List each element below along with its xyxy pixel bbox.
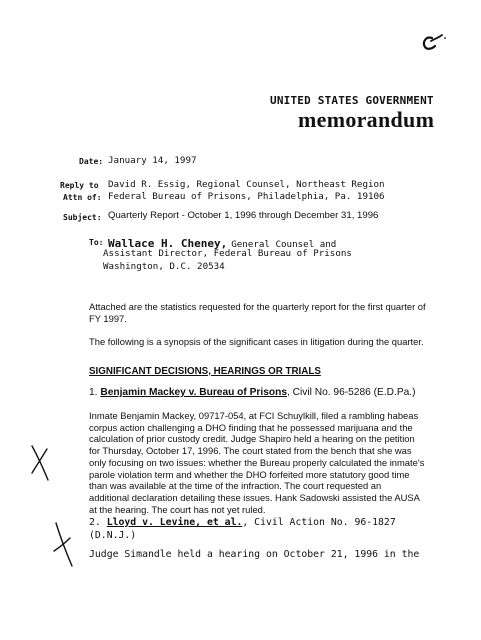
case-2-citation: , Civil Action No. 96-1827 <box>242 517 396 528</box>
recipient-name: Wallace H. Cheney, <box>108 237 228 250</box>
case-1-line: for Thursday, October 17, 1996. The court stated from the bench that she was <box>89 445 412 457</box>
case-1-number: 1. <box>89 387 98 398</box>
synopsis-paragraph: The following is a synopsis of the significant cases in litigation during the quarter. <box>89 336 424 347</box>
case-2-court: (D.N.J.) <box>89 530 137 541</box>
case-1-line: parole violation term and whether the DHO forfeited more statutory good time <box>89 468 410 480</box>
case-1-line: at the hearing. The court has not yet ruled. <box>89 503 266 515</box>
case-1-line: only focusing on two issues: whether the Bureau properly calculated the inmate's <box>89 456 425 468</box>
case-2-heading <box>89 517 396 528</box>
subject-label: Subject: <box>63 213 102 222</box>
case-1-line: additional declaration detailing these issues. Hank Sadowski assisted the AUSA <box>89 491 420 503</box>
case-1-citation: , Civil No. 96-5286 (E.D.Pa.) <box>287 387 416 398</box>
case-2-title: Lloyd v. Levine, et al. <box>106 517 243 528</box>
case-1-line: than was available at the time of the infraction. The court requested an <box>89 480 382 492</box>
case-1-line: Inmate Benjamin Mackey, 09717-054, at FCI Schuylkill, filed a rambling habeas <box>89 410 419 421</box>
recipient-title: General Counsel and <box>231 239 337 250</box>
handwritten-x-icon <box>50 520 76 570</box>
case-1-line: calculation of prior custody credit. Judge Shapiro held a hearing on the petition <box>89 433 415 445</box>
attn-value: Federal Bureau of Prisons, Philadelphia, Pa. 19106 <box>108 191 385 202</box>
to-line-2: Assistant Director, Federal Bureau of Prisons <box>103 248 352 259</box>
document-type: memorandum <box>298 107 435 132</box>
intro-paragraph-line-2: FY 1997. <box>89 313 127 324</box>
date-value: January 14, 1997 <box>108 155 197 166</box>
case-2-summary-line: Judge Simandle held a hearing on October 21, 1996 in the <box>89 549 420 560</box>
section-heading: SIGNIFICANT DECISIONS, HEARINGS OR TRIALS <box>89 366 321 377</box>
to-line-3: Washington, D.C. 20534 <box>103 261 225 272</box>
subject-value: Quarterly Report - October 1, 1996 through December 31, 1996 <box>108 210 379 221</box>
date-label: Date: <box>79 157 104 166</box>
handwritten-x-icon <box>28 443 52 483</box>
handwritten-check-icon <box>418 32 448 54</box>
to-label: To: <box>89 238 104 247</box>
case-1-heading <box>89 387 416 398</box>
case-1-line: corpus action challenging a DHO finding that he possessed marijuana and the <box>89 421 413 433</box>
agency-name: UNITED STATES GOVERNMENT <box>270 94 434 107</box>
attn-label: Attn of: <box>63 193 102 202</box>
case-2-number: 2. <box>89 517 101 528</box>
intro-paragraph-line-1: Attached are the statistics requested for the quarterly report for the first quarter of <box>89 301 426 312</box>
case-1-summary <box>89 410 424 515</box>
case-1-title: Benjamin Mackey v. Bureau of Prisons <box>100 387 287 398</box>
reply-to-value: David R. Essig, Regional Counsel, Northeast Region <box>108 179 385 190</box>
reply-to-label: Reply to <box>60 181 99 190</box>
